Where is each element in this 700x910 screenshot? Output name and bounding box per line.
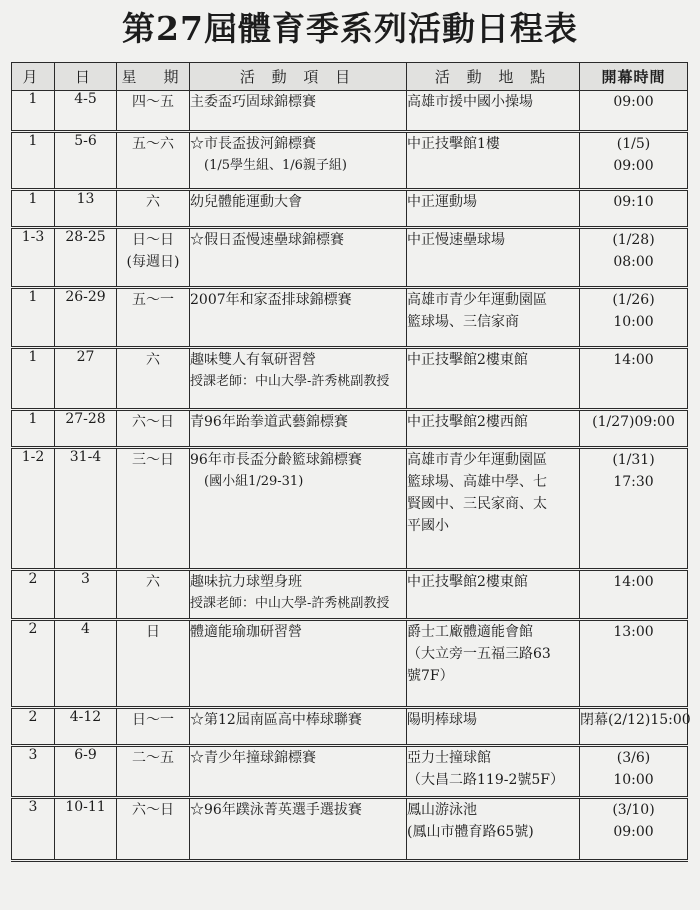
event-cell	[190, 798, 407, 861]
cell-line: (國小組1/29-31)	[204, 474, 304, 489]
cell-line: 六～日	[132, 414, 174, 430]
cell-line: 高雄市青少年運動園區	[407, 292, 547, 308]
cell-line: (鳳山市體育路65號)	[407, 824, 534, 840]
cell-line: 五～一	[132, 292, 174, 308]
cell-line: 09:00	[613, 824, 654, 840]
cell-line: 爵士工廠體適能會館	[407, 624, 533, 640]
month-cell: 3	[12, 798, 55, 861]
event-cell	[190, 132, 407, 190]
weekday-cell	[117, 798, 190, 861]
cell-line: 中正慢速壘球場	[407, 232, 505, 248]
weekday-cell	[117, 570, 190, 620]
time-cell	[580, 132, 688, 190]
time-cell	[580, 798, 688, 861]
table-row	[12, 620, 688, 708]
cell-line: 17:30	[613, 474, 654, 490]
cell-line: 五～六	[132, 136, 174, 152]
time-cell	[580, 288, 688, 348]
day-cell: 10-11	[55, 798, 117, 861]
cell-line: 陽明棒球場	[407, 712, 477, 728]
month-cell: 2	[12, 620, 55, 708]
page-title: 第27屆體育季系列活動日程表	[122, 9, 578, 48]
header-time: 開幕時間	[580, 63, 688, 91]
venue-cell	[407, 132, 580, 190]
time-cell	[580, 91, 688, 132]
weekday-cell	[117, 746, 190, 798]
event-cell	[190, 228, 407, 288]
venue-cell	[407, 228, 580, 288]
cell-line: 六	[146, 194, 160, 210]
venue-cell	[407, 448, 580, 570]
cell-line: ☆96年蹼泳菁英選手選拔賽	[190, 802, 362, 818]
venue-cell	[407, 570, 580, 620]
table-row	[12, 410, 688, 448]
table-row	[12, 91, 688, 132]
header-month: 月	[12, 63, 55, 91]
table-row	[12, 132, 688, 190]
weekday-cell	[117, 708, 190, 746]
weekday-cell	[117, 228, 190, 288]
time-cell	[580, 228, 688, 288]
time-cell	[580, 570, 688, 620]
cell-line: 幼兒體能運動大會	[190, 194, 302, 210]
day-cell: 6-9	[55, 746, 117, 798]
cell-line: 趣味雙人有氧研習營	[190, 352, 316, 368]
cell-line: 四～五	[132, 94, 174, 110]
cell-line: (3/6)	[616, 750, 651, 766]
cell-line: 14:00	[613, 574, 654, 590]
table-row	[12, 190, 688, 228]
weekday-cell	[117, 620, 190, 708]
cell-line: 14:00	[613, 352, 654, 368]
time-cell	[580, 190, 688, 228]
venue-cell	[407, 190, 580, 228]
month-cell: 3	[12, 746, 55, 798]
cell-line: 主委盃巧固球錦標賽	[190, 94, 316, 110]
venue-cell	[407, 708, 580, 746]
month-cell: 1	[12, 410, 55, 448]
cell-line: 六	[146, 352, 160, 368]
event-cell	[190, 91, 407, 132]
cell-line: 96年市長盃分齡籃球錦標賽	[190, 452, 362, 468]
time-cell	[580, 448, 688, 570]
cell-line: 13:00	[613, 624, 654, 640]
time-cell	[580, 746, 688, 798]
header-day: 日	[55, 63, 117, 91]
event-cell	[190, 448, 407, 570]
month-cell: 1	[12, 190, 55, 228]
cell-line: (1/5)	[616, 136, 651, 152]
cell-line: 09:00	[613, 94, 654, 110]
cell-line: 中正技擊館2樓東館	[407, 574, 528, 590]
weekday-cell	[117, 448, 190, 570]
header-event: 活 動 項 目	[190, 63, 407, 91]
cell-line: 二～五	[132, 750, 174, 766]
cell-line: 高雄市青少年運動園區	[407, 452, 547, 468]
cell-line: 六～日	[132, 802, 174, 818]
cell-line: 09:10	[613, 194, 654, 210]
schedule-body	[12, 91, 691, 861]
cell-line: 六	[146, 574, 160, 590]
weekday-cell	[117, 288, 190, 348]
cell-line: 中正技擊館2樓東館	[407, 352, 528, 368]
month-cell: 1	[12, 288, 55, 348]
day-cell: 27	[55, 348, 117, 410]
cell-line: 高雄市援中國小操場	[407, 94, 533, 110]
day-cell: 27-28	[55, 410, 117, 448]
cell-line: 中正技擊館2樓西館	[407, 414, 528, 430]
table-row	[12, 570, 688, 620]
cell-line: 籃球場、高雄中學、七	[407, 474, 547, 490]
venue-cell	[407, 798, 580, 861]
time-cell	[580, 708, 691, 746]
weekday-cell	[117, 91, 190, 132]
weekday-cell	[117, 190, 190, 228]
event-cell	[190, 288, 407, 348]
cell-line: 09:00	[613, 158, 654, 174]
cell-line: 授課老師：中山大學-許秀桃副教授	[190, 374, 390, 389]
month-cell: 1	[12, 348, 55, 410]
cell-line: 鳳山游泳池	[407, 802, 477, 818]
cell-line: （大立旁一五福三路63	[407, 646, 551, 662]
cell-line: ☆市長盃拔河錦標賽	[190, 136, 316, 152]
event-cell	[190, 190, 407, 228]
event-cell	[190, 620, 407, 708]
event-cell	[190, 570, 407, 620]
cell-line: 10:00	[613, 772, 654, 788]
month-cell: 2	[12, 708, 55, 746]
header-weekday: 星 期	[117, 63, 190, 91]
time-cell	[580, 620, 688, 708]
month-cell: 1-2	[12, 448, 55, 570]
header-venue: 活 動 地 點	[407, 63, 580, 91]
cell-line: 號7F）	[407, 668, 454, 684]
time-cell	[580, 410, 688, 448]
event-cell	[190, 410, 407, 448]
cell-line: (1/31)	[612, 452, 655, 468]
cell-line: ☆假日盃慢速壘球錦標賽	[190, 232, 344, 248]
schedule-table	[11, 62, 691, 862]
cell-line: ☆青少年撞球錦標賽	[190, 750, 316, 766]
month-cell: 1	[12, 91, 55, 132]
cell-line: 日～一	[132, 712, 174, 728]
cell-line: (1/26)	[612, 292, 655, 308]
day-cell: 4-12	[55, 708, 117, 746]
venue-cell	[407, 746, 580, 798]
cell-line: 日	[146, 624, 160, 640]
day-cell: 4	[55, 620, 117, 708]
weekday-cell	[117, 410, 190, 448]
cell-line: 中正運動場	[407, 194, 477, 210]
weekday-cell	[117, 132, 190, 190]
cell-line: (1/27)09:00	[592, 414, 675, 430]
day-cell: 31-4	[55, 448, 117, 570]
cell-line: （大昌二路119-2號5F）	[407, 772, 564, 788]
cell-line: 08:00	[613, 254, 654, 270]
day-cell: 13	[55, 190, 117, 228]
cell-line: 三～日	[132, 452, 174, 468]
venue-cell	[407, 288, 580, 348]
day-cell: 3	[55, 570, 117, 620]
month-cell: 2	[12, 570, 55, 620]
day-cell: 5-6	[55, 132, 117, 190]
table-row	[12, 708, 688, 746]
day-cell: 28-25	[55, 228, 117, 288]
cell-line: 閉幕(2/12)15:00	[580, 712, 691, 728]
cell-line: 賢國中、三民家商、太	[407, 496, 547, 512]
table-header-row	[12, 63, 688, 91]
cell-line: 10:00	[613, 314, 654, 330]
day-cell: 26-29	[55, 288, 117, 348]
event-cell	[190, 348, 407, 410]
table-row	[12, 348, 688, 410]
cell-line: (每週日)	[126, 254, 180, 270]
cell-line: ☆第12屆南區高中棒球聯賽	[190, 712, 362, 728]
table-row	[12, 798, 688, 861]
cell-line: 平國小	[407, 518, 449, 534]
month-cell: 1-3	[12, 228, 55, 288]
cell-line: 亞力士撞球館	[407, 750, 491, 766]
event-cell	[190, 746, 407, 798]
cell-line: 中正技擊館1樓	[407, 136, 500, 152]
cell-line: 籃球場、三信家商	[407, 314, 519, 330]
cell-line: 日～日	[132, 232, 174, 248]
cell-line: 2007年和家盃排球錦標賽	[190, 292, 352, 308]
cell-line: 授課老師：中山大學-許秀桃副教授	[190, 596, 390, 611]
cell-line: 體適能瑜珈研習營	[190, 624, 302, 640]
venue-cell	[407, 410, 580, 448]
table-row	[12, 448, 688, 570]
cell-line: (1/5學生組、1/6親子組)	[204, 158, 347, 173]
table-row	[12, 288, 688, 348]
cell-line: (1/28)	[612, 232, 655, 248]
weekday-cell	[117, 348, 190, 410]
cell-line: 趣味抗力球塑身班	[190, 574, 302, 590]
venue-cell	[407, 620, 580, 708]
day-cell: 4-5	[55, 91, 117, 132]
table-row	[12, 228, 688, 288]
event-cell	[190, 708, 407, 746]
venue-cell	[407, 348, 580, 410]
cell-line: (3/10)	[612, 802, 655, 818]
time-cell	[580, 348, 688, 410]
cell-line: 青96年跆拳道武藝錦標賽	[190, 414, 348, 430]
month-cell: 1	[12, 132, 55, 190]
venue-cell	[407, 91, 580, 132]
table-row	[12, 746, 688, 798]
